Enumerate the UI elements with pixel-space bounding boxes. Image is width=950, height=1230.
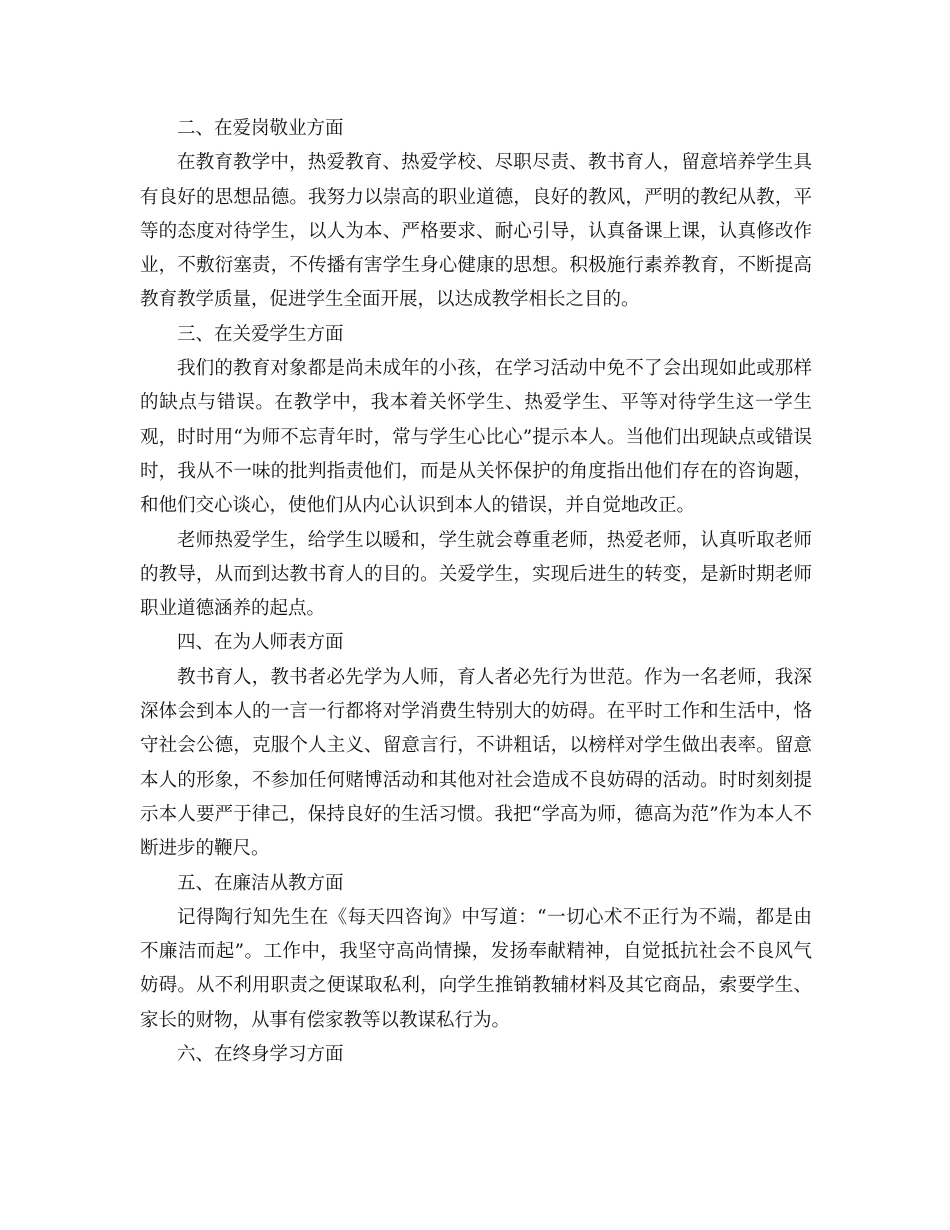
section-heading-aigang-jingye: 二、在爱岗敬业方面 [177, 118, 344, 139]
section-heading-weiren-shibiao: 四、在为人师表方面 [177, 632, 344, 654]
document-body [140, 112, 812, 1072]
section-heading-lianjie-congjiao: 五、在廉洁从教方面 [177, 872, 344, 894]
paragraph-guanai-xuesheng-1: 我们的教育对象都是尚未成年的小孩，在学习活动中免不了会出现如此或那样的缺点与错误。在教学中，我本着关怀学生、热爱学生、平等对待学生这一学生观，时时用“为师不忘青年时，常与学生心比心”提示本人。当他们出现缺点或错误时，我从不一味的批判指责他们，而是从关怀保护的角度指出他们存在的咨询题，和他们交心谈心，使他们从内心认识到本人的错误，并自觉地改正。 [140, 358, 812, 517]
section-heading-zhongshen-xuexi: 六、在终身学习方面 [177, 1044, 344, 1066]
paragraph-weiren-shibiao: 教书育人，教书者必先学为人师，育人者必先行为世范。作为一名老师，我深深体会到本人的一言一行都将对学消费生特别大的妨碍。在平时工作和生活中，恪守社会公德，克服个人主义、留意言行，不讲粗话，以榜样对学生做出表率。留意本人的形象，不参加任何赌博活动和其他对社会造成不良妨碍的活动。时时刻刻提示本人要严于律己，保持良好的生活习惯。我把“学高为师，德高为范”作为本人不断进步的鞭尺。 [140, 666, 812, 860]
paragraph-lianjie-congjiao: 记得陶行知先生在《每天四咨询》中写道：“一切心术不正行为不端，都是由不廉洁而起”。工作中，我坚守高尚情操，发扬奉献精神，自觉抵抗社会不良风气妨碍。从不利用职责之便谋取私利，向学生推销教辅材料及其它商品，索要学生、家长的财物，从事有偿家教等以教谋私行为。 [140, 906, 812, 1031]
section-heading-guanai-xuesheng: 三、在关爱学生方面 [177, 323, 344, 345]
paragraph-guanai-xuesheng-2: 老师热爱学生，给学生以暖和，学生就会尊重老师，热爱老师，认真听取老师的教导，从而到达教书育人的目的。关爱学生，实现后进生的转变，是新时期老师职业道德涵养的起点。 [140, 529, 812, 620]
paragraph-aigang-jingye: 在教育教学中，热爱教育、热爱学校、尽职尽责、教书育人，留意培养学生具有良好的思想品德。我努力以崇高的职业道德，良好的教风，严明的教纪从教，平等的态度对待学生，以人为本、严格要求、耐心引导，认真备课上课，认真修改作业，不敷衍塞责，不传播有害学生身心健康的思想。积极施行素养教育，不断提高教育教学质量，促进学生全面开展，以达成教学相长之目的。 [140, 152, 812, 311]
